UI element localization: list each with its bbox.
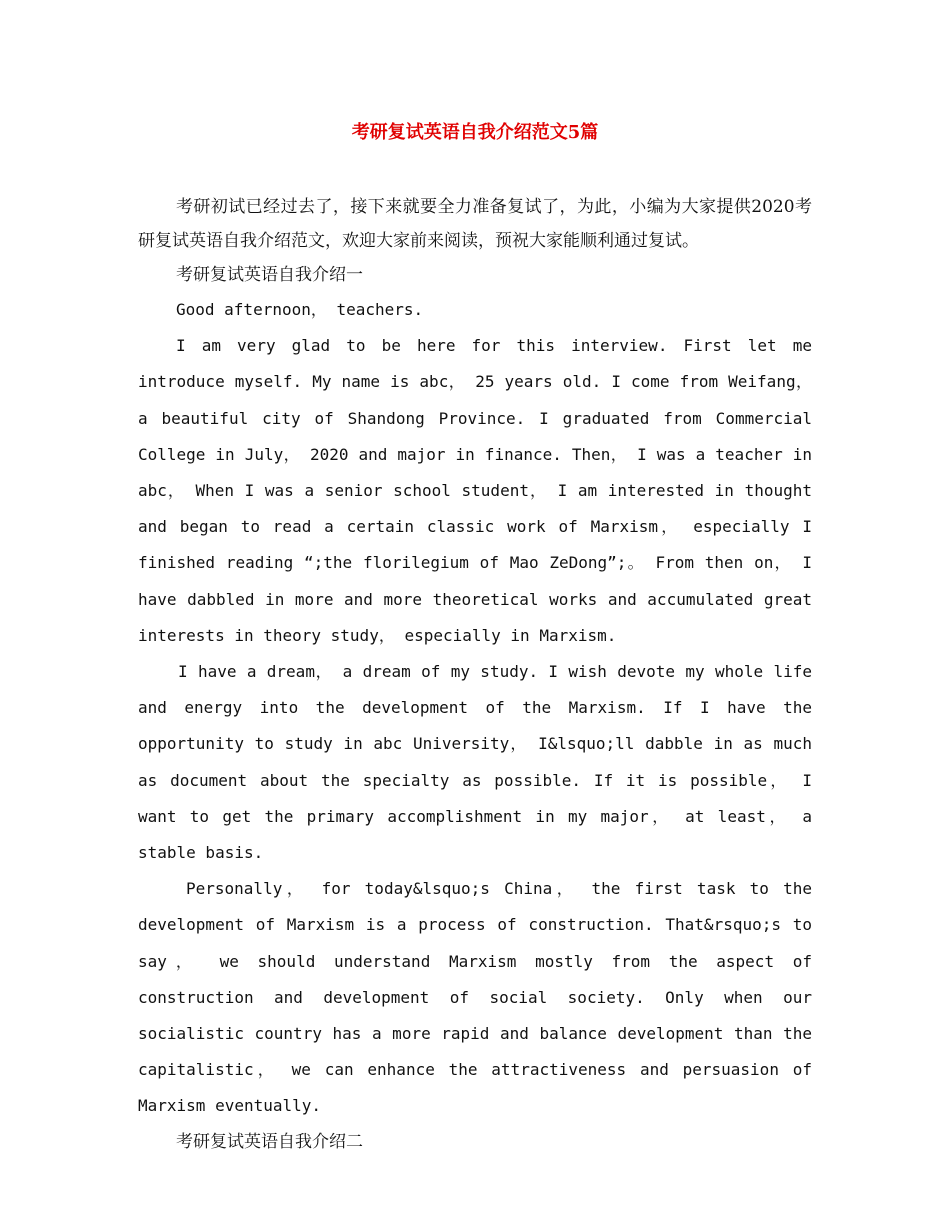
paragraph-3: Personally， for today&lsquo;s China， the first task to the development of Marxism is a process of construction. That&rsquo;s to say， we should understand Marxism mostly from the aspect of construction and development of social society. Only when our socialistic country has a more rapid and balance development than the capitalistic， we can enhance the attractiveness and persuasion of Marxism eventually. (138, 879, 812, 1116)
document-page (138, 118, 812, 1159)
paragraph-1: I am very glad to be here for this interview. First let me introduce myself. My name is abc， 25 years old. I come from Weifang， a beautiful city of Shandong Province. I graduated from Commercial College in July， 2020 and major in finance. Then， I was a teacher in abc， When I was a senior school student， I am interested in thought and began to read a certain classic work of Marxism， especially I finished reading “;the florilegium of Mao ZeDong”;。 From then on， I have dabbled in more and more theoretical works and accumulated great interests in theory study， especially in Marxism. (138, 336, 813, 645)
section-heading-1: 考研复试英语自我介绍一 (176, 265, 363, 285)
greeting-line: Good afternoon， teachers. (176, 300, 424, 319)
intro-paragraph: 考研初试已经过去了，接下来就要全力准备复试了，为此，小编为大家提供2020考研复试英语自我介绍范文，欢迎大家前来阅读，预祝大家能顺利通过复试。 (138, 197, 812, 251)
paragraph-2: I have a dream， a dream of my study. I wish devote my whole life and energy into the development of the Marxism. If I have the opportunity to study in abc University， I&lsquo;ll dabble in as much as document about the specialty as possible. If it is possible， I want to get the primary accomplishment in my major， at least， a stable basis. (138, 662, 813, 863)
section-heading-2: 考研复试英语自我介绍二 (176, 1131, 363, 1152)
document-title: 考研复试英语自我介绍范文5篇 (351, 122, 599, 143)
